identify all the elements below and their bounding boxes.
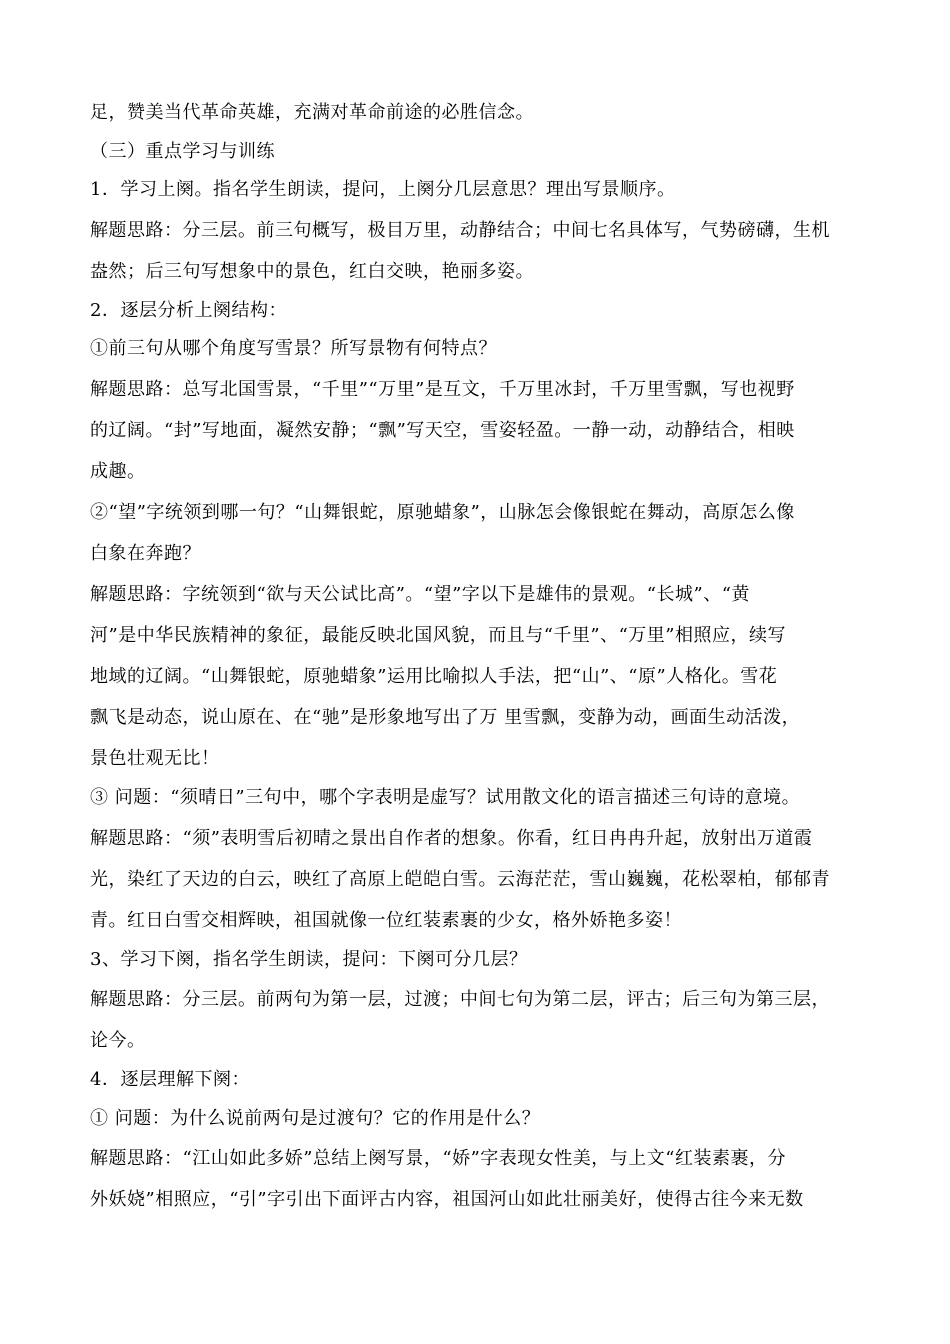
answer-line: 的辽阔。“封”写地面，凝然安静；“飘”写天空，雪姿轻盈。一静一动，动静结合，相映 (90, 419, 795, 441)
section-heading: （三）重点学习与训练 (90, 140, 275, 162)
answer-line: 光，染红了天边的白云，映红了高原上皑皑白雪。云海茫茫，雪山巍巍，花松翠柏，郁郁青 (90, 868, 830, 890)
answer-line: 解题思路：“江山如此多娇”总结上阕写景，“娇”字表现女性美，与上文“红装素裹，分 (90, 1148, 787, 1170)
question-line: ②“望”字统领到哪一句？“山舞银蛇，原驰蜡象”，山脉怎会像银蛇在舞动，高原怎么像 (90, 501, 795, 523)
question-line: 2．逐层分析上阕结构： (90, 299, 287, 321)
answer-line: 青。红日白雪交相辉映，祖国就像一位红装素裹的少女，格外娇艳多姿！ (90, 909, 682, 931)
answer-line: 景色壮观无比！ (90, 747, 220, 769)
answer-line: 外妖娆”相照应，“引”字引出下面评古内容，祖国河山如此壮丽美好，使得古往今来无数 (90, 1189, 804, 1211)
question-line: ① 问题：为什么说前两句是过渡句？它的作用是什么？ (90, 1107, 541, 1129)
question-line: 白象在奔跑？ (90, 542, 201, 564)
answer-line: 飘飞是动态，说山原在、在“驰”是形象地写出了万 里雪飘，变静为动，画面生动活泼， (90, 706, 801, 728)
answer-line: 论今。 (90, 1030, 146, 1052)
text-line: 足，赞美当代革命英雄，充满对革命前途的必胜信念。 (90, 102, 534, 123)
question-line: ①前三句从哪个角度写雪景？所写景物有何特点？ (90, 338, 497, 360)
answer-line: 成趣。 (90, 460, 146, 482)
answer-line: 解题思路：字统领到“欲与天公试比高”。“望”字以下是雄伟的景观。“长城”、“黄 (90, 583, 750, 605)
answer-line: 解题思路：分三层。前三句概写，极目万里，动静结合；中间七名具体写，气势磅礴，生机 (90, 219, 830, 241)
answer-line: 盎然；后三句写想象中的景色，红白交映，艳丽多姿。 (90, 260, 534, 282)
answer-line: 河”是中华民族精神的象征，最能反映北国风貌，而且与“千里”、“万里”相照应，续写 (90, 624, 787, 646)
question-line: 1．学习上阕。指名学生朗读，提问，上阕分几层意思？理出写景顺序。 (90, 179, 676, 201)
answer-line: 解题思路：分三层。前两句为第一层，过渡；中间七句为第二层，评古；后三句为第三层， (90, 989, 830, 1011)
question-line: 3、学习下阕，指名学生朗读，提问：下阕可分几层？ (90, 948, 528, 970)
question-line: ③ 问题：“须晴日”三句中，哪个字表明是虚写？试用散文化的语言描述三句诗的意境。 (90, 786, 801, 808)
answer-line: 解题思路：总写北国雪景，“千里”“万里”是互文，千万里冰封，千万里雪飘，写也视野 (90, 378, 795, 400)
answer-line: 解题思路：“须”表明雪后初晴之景出自作者的想象。你看，红日冉冉升起，放射出万道霞 (90, 827, 813, 849)
document-page (90, 94, 860, 1220)
question-line: 4．逐层理解下阕： (90, 1069, 250, 1091)
answer-line: 地域的辽阔。“山舞银蛇，原驰蜡象”运用比喻拟人手法，把“山”、“原”人格化。雪花 (90, 665, 778, 687)
